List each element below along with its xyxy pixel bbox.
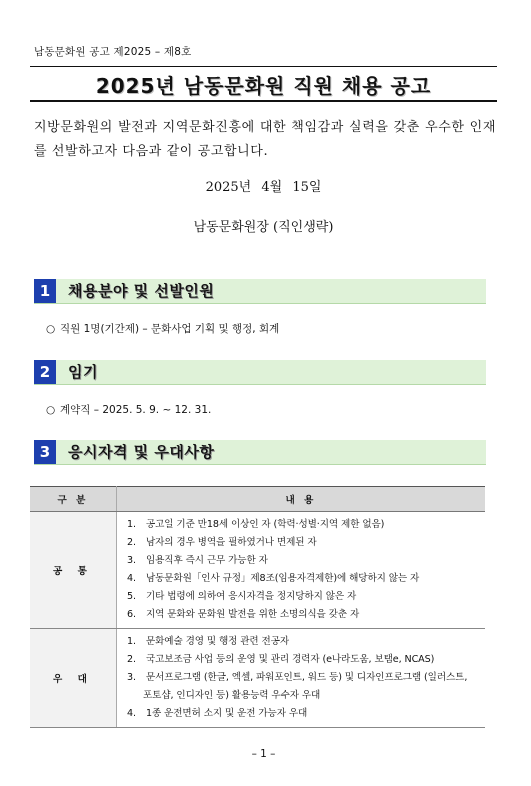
list-item-number: 3.	[127, 555, 136, 566]
list-item: 1. 공고일 기준 만18세 이상인 자 (학력·성별·지역 제한 없음)	[127, 516, 477, 534]
table-row-common	[30, 512, 485, 629]
circle-bullet-icon: ○	[46, 404, 56, 416]
list-item-number: 5.	[127, 591, 136, 602]
section-heading-recruitment	[34, 279, 486, 304]
list-item: 4. 남동문화원「인사 규정」제8조(임용자격제한)에 해당하지 않는 자	[127, 570, 477, 588]
list-item: 3. 임용직후 즉시 근무 가능한 자	[127, 552, 477, 570]
section-number: 1	[34, 279, 56, 303]
list-item: 5. 기타 법령에 의하여 응시자격을 정지당하지 않은 자	[127, 588, 477, 606]
page-number: – 1 –	[251, 748, 276, 760]
row-items	[117, 512, 486, 629]
section-number: 3	[34, 440, 56, 464]
list-item-number: 1.	[127, 519, 136, 530]
row-category: 공 통	[30, 512, 117, 629]
list-item-number: 3.	[127, 672, 136, 683]
recruitment-text: 직원 1명(기간제) – 문화사업 기획 및 행정, 회계	[60, 323, 280, 335]
table-header-row	[30, 487, 485, 512]
column-header-category: 구 분	[30, 487, 117, 512]
term-text: 계약직 – 2025. 5. 9. ~ 12. 31.	[60, 404, 212, 416]
list-item: 6. 지역 문화와 문화원 발전을 위한 소명의식을 갖춘 자	[127, 606, 477, 624]
signer: 남동문화원장 (직인생략)	[193, 220, 334, 235]
title-underline	[30, 100, 497, 102]
qualifications-table	[30, 486, 485, 728]
recruitment-item	[46, 321, 279, 336]
section-title: 임기	[68, 363, 98, 381]
section-title: 채용분야 및 선발인원	[68, 282, 215, 300]
list-item: 2. 남자의 경우 병역을 필하였거나 면제된 자	[127, 534, 477, 552]
intro-paragraph: 지방문화원의 발전과 지역문화진흥에 대한 책임감과 실력을 갖춘 우수한 인재를 선발하고자 다음과 같이 공고합니다.	[34, 120, 496, 159]
list-item: 1. 문화예술 경영 및 행정 관련 전공자	[127, 633, 477, 651]
table-row-preference	[30, 629, 485, 728]
list-item-number: 4.	[127, 573, 136, 584]
list-item-number: 4.	[127, 708, 136, 719]
section-number: 2	[34, 360, 56, 384]
row-category: 우 대	[30, 629, 117, 728]
list-item-number: 6.	[127, 609, 136, 620]
circle-bullet-icon: ○	[46, 323, 56, 335]
list-item-number: 1.	[127, 636, 136, 647]
header-divider	[30, 66, 497, 67]
list-item: 2. 국고보조금 사업 등의 운영 및 관리 경력자 (e나라도움, 보탬e, NCAS)	[127, 651, 477, 669]
notice-number: 남동문화원 공고 제2025 – 제8호	[34, 46, 192, 58]
column-header-content: 내 용	[117, 487, 486, 512]
section-title: 응시자격 및 우대사항	[68, 443, 215, 461]
list-item: 3. 문서프로그램 (한글, 엑셀, 파워포인트, 워드 등) 및 디자인프로그램 (일러스트, 포토샵, 인디자인 등) 활용능력 우수자 우대	[127, 669, 477, 705]
notice-date: 2025년 4월 15일	[205, 180, 322, 195]
list-item-number: 2.	[127, 654, 136, 665]
list-item-number: 2.	[127, 537, 136, 548]
list-item: 4. 1종 운전면허 소지 및 운전 가능자 우대	[127, 705, 477, 723]
term-item	[46, 402, 211, 417]
page-title: 2025년 남동문화원 직원 채용 공고	[95, 74, 432, 98]
section-heading-term	[34, 360, 486, 385]
section-heading-qualifications	[34, 440, 486, 465]
row-items	[117, 629, 486, 728]
